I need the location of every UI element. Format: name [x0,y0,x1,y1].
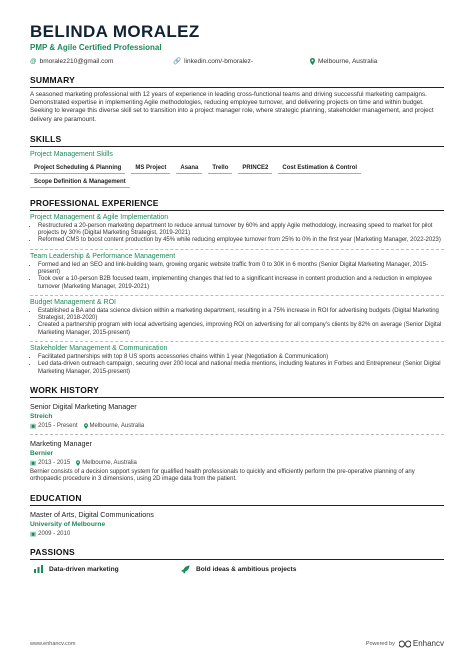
location-pin-icon [84,423,88,429]
skill-tag: Asana [176,163,202,174]
brand-name: Enhancv [412,639,444,648]
experience-bullet: • Facilitated partnerships with top 8 US sports accessories chains within 1 year (Negotiation & Communication) [38,354,444,361]
location-text: Melbourne, Australia [318,57,378,65]
experience-bullet: • Took over a 10-person B2B focused team, implementing changes that led to a significant increase in content production and a reduction in employee turnover (Marketing Manager, 2019-2021) [38,276,444,291]
email-text: bmoralez210@gmail.com [39,57,114,65]
divider [30,295,444,296]
skill-tag: Project Scheduling & Planning [30,163,125,174]
work-history-heading: WORK HISTORY [30,385,444,398]
skill-tag: Trello [208,163,232,174]
job-location: Melbourne, Australia [89,422,145,429]
contact-location [300,58,377,65]
job-dates: 2013 - 2015 [38,459,71,466]
job-title: Senior Digital Marketing Manager [30,401,137,411]
experience-group-heading: Budget Management & ROI [30,298,116,306]
school-name: University of Melbourne [30,520,106,528]
passion-label: Data-driven marketing [49,565,119,573]
summary-text: A seasoned marketing professional with 12 years of experience in leading cross-functional teams and driving successful marketing campaigns. Demonstrated expertise in implementing Agile methodologies, reducing employee turnover, and delivering projects on time and within budget. Seeking to leverage this diverse skill set to transition into a project manager role, where strategic planning, stakeholder management, and project delivery are paramount. [30,91,434,123]
experience-bullet: • Restructured a 20-person marketing department to reduce annual turnover by 60% and apply Agile methodology, increasing speed to market for pilot projects by 30% (Digital Marketing Strategist, 2019-2021) [38,223,444,238]
job-meta [30,422,444,430]
skill-tag: MS Project [131,163,170,174]
divider [30,341,444,342]
skill-tag: Cost Estimation & Control [278,163,361,174]
education-meta [30,530,444,538]
experience-group-heading: Project Management & Agile Implementation [30,213,169,221]
contact-linkedin[interactable] [147,57,300,65]
education-heading: EDUCATION [30,493,444,506]
experience-bullets [30,308,444,337]
skills-group-label: Project Management Skills [30,150,113,158]
contact-row [30,55,444,67]
contact-email[interactable] [30,58,147,65]
footer-url[interactable]: www.enhancv.com [30,640,76,647]
experience-bullets [30,354,444,376]
chart-bars-icon [34,565,43,573]
education-dates: 2009 - 2010 [38,530,71,537]
location-pin-icon [310,58,315,65]
passion-item [181,565,296,574]
job-description: Bernier consists of a decision support system for qualified health professionals to quickly and efficiently perform the pre-operative planning of any orthopaedic procedure in 3 dimensions, using 2D image data from the patient. [30,468,415,483]
footer [30,639,444,648]
candidate-subtitle: PMP & Agile Certified Professional [30,43,162,52]
company-name: Streich [30,412,53,420]
link-icon: 🔗 [173,58,182,65]
job-location: Melbourne, Australia [82,459,137,466]
experience-bullet: • Reformed CMS to boost content production by 45% while reducing employee turnover from 25% to 0% in the first year (Marketing Manager, 2022-2023) [38,237,444,244]
degree: Master of Arts, Digital Communications [30,509,154,519]
experience-bullet: • Formed and led an SEO and link-building team, growing organic website traffic from 0 to 30K in 6 months (Senior Digital Marketing Manager, 2015-present) [38,262,444,277]
experience-bullets [30,262,444,291]
calendar-icon: ▣ [30,422,37,430]
location-pin-icon [76,460,80,466]
calendar-icon: ▣ [30,530,37,538]
enhancv-logo-icon [399,640,411,648]
passions-heading: PASSIONS [30,547,444,560]
candidate-name: BELINDA MORALEZ [30,22,200,41]
calendar-icon: ▣ [30,459,37,467]
skill-tag: Scope Definition & Management [30,177,130,188]
experience-bullet: • Created a partnership program with local advertising agencies, improving ROI on advertising for all company's clients by 82% on average (Senior Digital Marketing Manager, 2015-present) [38,322,444,337]
linkedin-text: linkedin.com/-bmoralez- [184,57,254,65]
experience-bullets [30,223,444,245]
company-name: Bernier [30,449,54,457]
job-meta [30,459,444,467]
experience-group-heading: Team Leadership & Performance Management [30,252,176,260]
passion-label: Bold ideas & ambitious projects [196,565,297,573]
experience-bullet: • Established a BA and data science division within a marketing department, resulting in a 75% increase in ROI for advertising budgets (Digital Marketing Strategist, 2018-2020) [38,308,444,323]
skills-list [30,163,444,188]
experience-group-heading: Stakeholder Management & Communication [30,345,168,353]
at-icon: @ [30,57,37,65]
experience-bullet: • Led data-driven outreach campaign, securing over 200 local and national media mentions, including features in Forbes and Entrepreneur (Senior Digital Marketing Manager, 2015-present) [38,361,444,376]
brand-logo[interactable] [399,639,444,648]
skills-heading: SKILLS [30,134,444,147]
passions-list [30,565,444,574]
divider [30,249,444,250]
job-title: Marketing Manager [30,438,92,448]
rocket-icon [181,565,190,574]
skill-tag: PRINCE2 [238,163,272,174]
job-dates: 2015 - Present [38,422,78,429]
passion-item [30,565,181,574]
divider [30,434,444,435]
powered-label: Powered by [365,640,395,647]
experience-heading: PROFESSIONAL EXPERIENCE [30,198,444,211]
summary-heading: SUMMARY [30,75,444,88]
powered-by [366,639,444,648]
